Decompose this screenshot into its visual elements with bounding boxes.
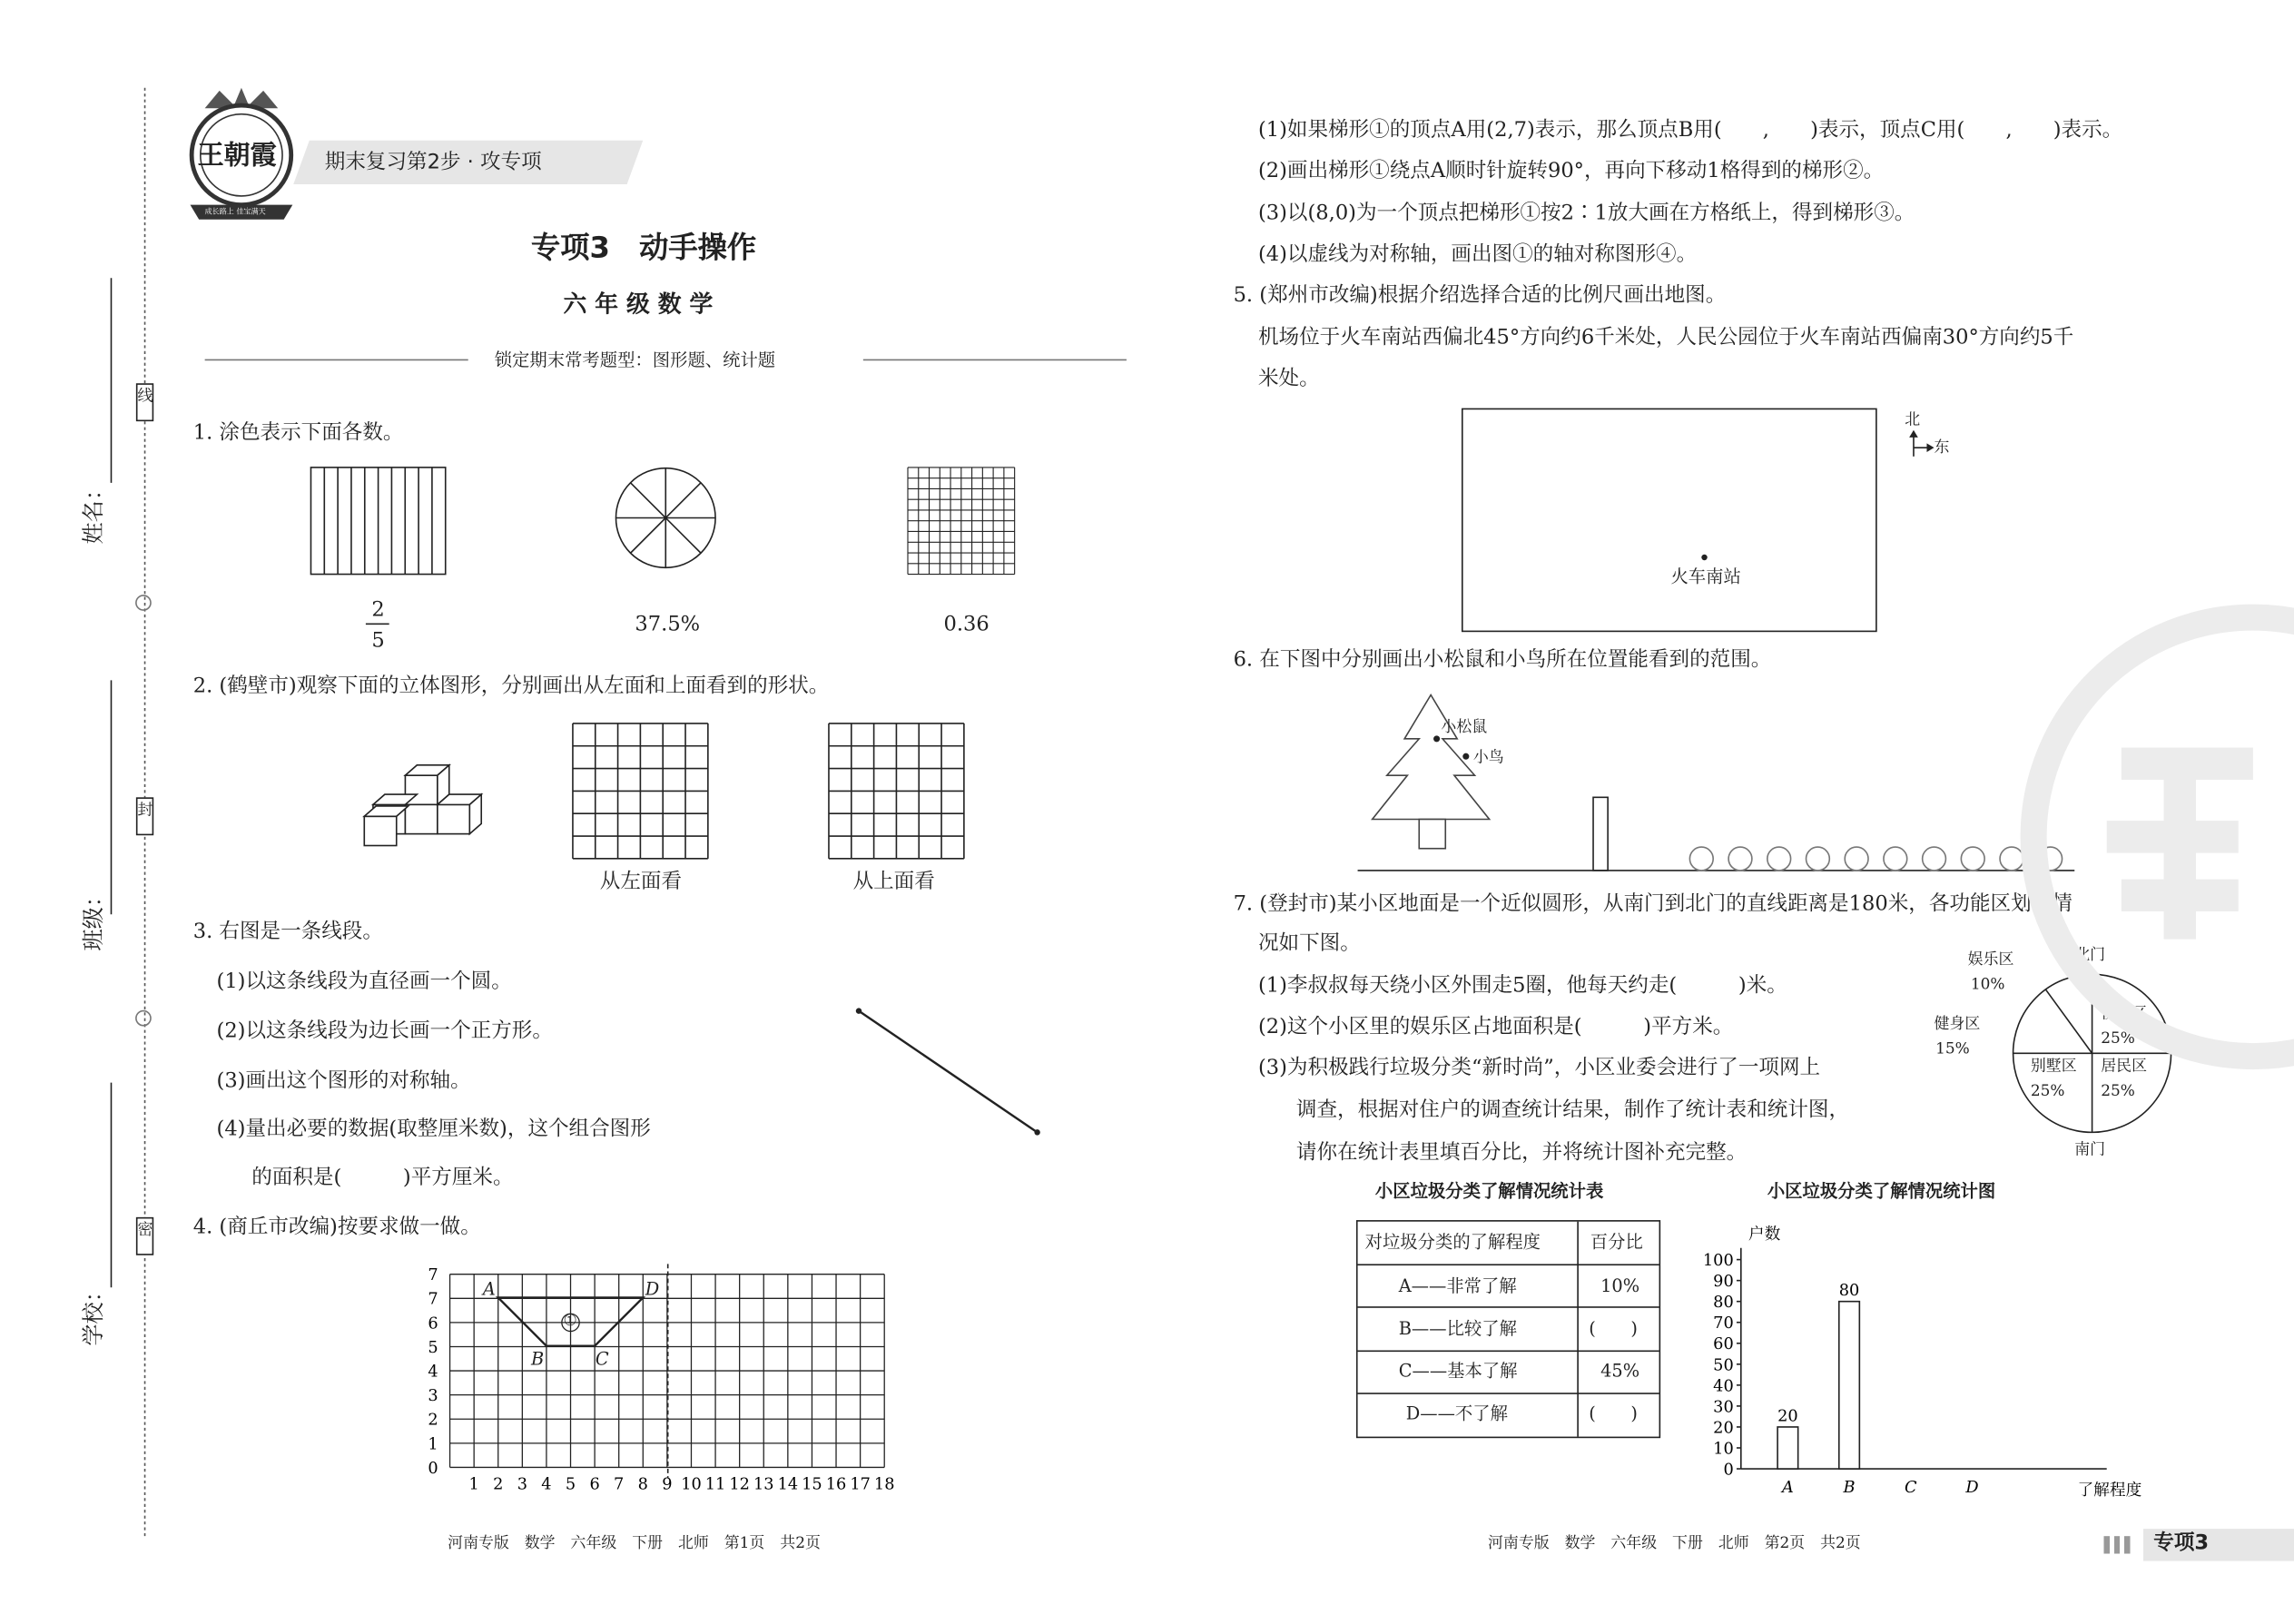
q7-item-3b: 调查，根据对住户的调查统计结果，制作了统计表和统计图，	[1295, 1098, 1850, 1123]
q1-circle	[613, 465, 718, 570]
grid-x-tick: 3	[517, 1475, 527, 1494]
y-axis-title: 户数	[1748, 1225, 1781, 1245]
q3-item-4b: 的面积是( )平方厘米。	[251, 1166, 514, 1190]
q6-squirrel: 小松鼠	[1441, 718, 1488, 736]
grid-x-tick: 8	[637, 1475, 648, 1494]
q4-label-A: A	[482, 1278, 496, 1300]
category-label: C	[1904, 1478, 1917, 1497]
q4-item-1: (1)如果梯形①的顶点A用(2,7)表示，那么顶点B用( , )表示，顶点C用( , )表示。	[1257, 118, 2123, 143]
grid-x-tick: 6	[589, 1475, 600, 1494]
q1-fraction-num: 2	[371, 598, 385, 622]
page-subtitle: 六 年 级 数 学	[563, 290, 714, 318]
pie-residence-pct: 25%	[2101, 1082, 2135, 1100]
q4-label-D: D	[645, 1278, 660, 1300]
pie-south-gate: 南门	[2074, 1141, 2106, 1159]
q2-grid-top	[828, 723, 965, 860]
pie-fitness-pct: 15%	[1935, 1039, 1970, 1058]
grid-x-tick: 1	[468, 1475, 479, 1494]
school-label: 学校：	[80, 1280, 107, 1346]
table-row-b-label: B——比较了解	[1398, 1318, 1517, 1339]
grid-y-tick: 2	[428, 1411, 438, 1430]
grass-tuft	[1961, 847, 1984, 871]
q2-left-label: 从左面看	[599, 870, 683, 894]
q7-item-1: (1)李叔叔每天绕小区外围走5圈，他每天约走( )米。	[1257, 974, 1787, 999]
footer-left: 河南专版 数学 六年级 下册 北师 第1页 共2页	[448, 1534, 821, 1552]
compass-east: 东	[1934, 438, 1950, 457]
name-label: 姓名：	[80, 477, 107, 545]
table-row-c-value: 45%	[1600, 1360, 1640, 1382]
grid-x-tick: 4	[541, 1475, 552, 1494]
y-tick-label: 100	[1702, 1252, 1734, 1271]
q6-scene	[1358, 687, 2075, 878]
station-dot	[1701, 555, 1707, 560]
bar-value-label: 20	[1777, 1407, 1798, 1426]
y-tick-label: 70	[1713, 1314, 1734, 1334]
grid-y-tick: 3	[428, 1387, 438, 1406]
fraction-bar	[366, 624, 389, 625]
pie-service-pct: 25%	[2101, 1029, 2135, 1048]
q1-percent: 37.5%	[635, 613, 701, 637]
cut-mark-line: 线	[136, 383, 153, 421]
category-label: D	[1965, 1478, 1979, 1497]
q6-stem: 6. 在下图中分别画出小松鼠和小鸟所在位置能看到的范围。	[1233, 647, 1772, 672]
grid-x-tick: 17	[850, 1475, 871, 1494]
bar-chart	[1682, 1217, 2142, 1510]
pie-villa: 别墅区	[2030, 1058, 2077, 1076]
logo-text: 王朝霞	[197, 140, 277, 172]
grid-x-tick: 11	[704, 1475, 726, 1494]
y-tick-label: 60	[1713, 1335, 1734, 1354]
footer-tab-marks	[2103, 1536, 2132, 1553]
grid-y-tick: 6	[428, 1314, 438, 1334]
q5-text-2: 米处。	[1257, 367, 1320, 391]
y-tick-label: 30	[1713, 1398, 1734, 1417]
grid-x-tick: 2	[493, 1475, 504, 1494]
q4-item-3: (3)以(8,0)为一个顶点把梯形①按2∶1放大画在方格纸上，得到梯形③。	[1257, 202, 1915, 226]
y-tick-label: 0	[1723, 1461, 1734, 1480]
grass-tuft	[1845, 847, 1868, 871]
y-tick-label: 10	[1713, 1440, 1734, 1459]
cut-mark-secret: 密	[136, 1217, 153, 1255]
q3-item-2: (2)以这条线段为边长画一个正方形。	[216, 1019, 553, 1044]
q2-top-label: 从上面看	[852, 870, 935, 894]
grid-x-tick: 13	[753, 1475, 774, 1494]
grass-tuft	[1923, 847, 1946, 871]
watermark-seal	[2019, 676, 2294, 999]
grid-x-tick: 15	[802, 1475, 822, 1494]
lock-types: 锁定期末常考题型：图形题、统计题	[494, 349, 776, 370]
table-row-d-label: D——不了解	[1405, 1403, 1508, 1424]
grid-x-tick: 16	[825, 1475, 847, 1494]
grass-tuft	[1807, 847, 1830, 871]
q4-item-2: (2)画出梯形①绕点A顺时针旋转90°，再向下移动1格得到的梯形②。	[1257, 159, 1885, 183]
compass-north: 北	[1905, 410, 1921, 429]
grid-x-tick: 12	[729, 1475, 750, 1494]
q7-item-3c: 请你在统计表里填百分比，并将统计图补充完整。	[1295, 1141, 1748, 1165]
q5-stem: 5. (郑州市改编)根据介绍选择合适的比例尺画出地图。	[1233, 283, 1727, 308]
grid-x-tick: 10	[681, 1475, 702, 1494]
grid-y-tick: 7	[428, 1266, 438, 1285]
q3-item-3: (3)画出这个图形的对称轴。	[216, 1069, 471, 1093]
q2-grid-left	[572, 723, 709, 860]
q4-stem: 4. (商丘市改编)按要求做一做。	[192, 1216, 481, 1240]
footer-tab-label: 专项3	[2153, 1531, 2210, 1556]
q5-station: 火车南站	[1670, 566, 1741, 587]
pie-north-gate: 北门	[2074, 946, 2106, 965]
q7-stem-1: 7. (登封市)某小区地面是一个近似圆形，从南门到北门的直线距离是180米，各功能区划分情	[1233, 892, 2072, 916]
q3-item-4: (4)量出必要的数据(取整厘米数)，这个组合图形	[216, 1117, 651, 1142]
q1-decimal: 0.36	[943, 613, 989, 637]
table-row-a-label: A——非常了解	[1398, 1275, 1517, 1296]
grid-y-tick: 4	[428, 1363, 438, 1382]
grid-y-tick: 7	[428, 1290, 438, 1309]
pie-entertain: 娱乐区	[1967, 950, 2014, 969]
grid-y-tick: 0	[428, 1459, 438, 1478]
page-title: 专项3 动手操作	[531, 230, 757, 265]
q1-grid100	[907, 467, 1015, 575]
y-tick-label: 90	[1713, 1273, 1734, 1292]
grid-x-tick: 14	[777, 1475, 799, 1494]
grass-tuft	[1884, 847, 1907, 871]
y-tick-label: 50	[1713, 1356, 1734, 1375]
q1-stem: 1. 涂色表示下面各数。	[192, 421, 404, 445]
pie-service: 便民区	[2101, 1005, 2148, 1023]
binding-hole	[136, 595, 151, 610]
q7-stem-2: 况如下图。	[1257, 931, 1361, 956]
q3-item-1: (1)以这条线段为直径画一个圆。	[216, 969, 512, 994]
q4-label-C: C	[595, 1348, 609, 1370]
q4-label-shape: ①	[563, 1312, 577, 1330]
bar-B	[1839, 1302, 1860, 1469]
q4-item-4: (4)以虚线为对称轴，画出图①的轴对称图形④。	[1257, 242, 1698, 267]
q7-item-3: (3)为积极践行垃圾分类“新时尚”，小区业委会进行了一项网上	[1257, 1056, 1821, 1080]
table-title: 小区垃圾分类了解情况统计表	[1374, 1180, 1604, 1202]
grid-y-tick: 5	[428, 1338, 438, 1357]
table-header-degree: 对垃圾分类的了解程度	[1364, 1231, 1541, 1253]
table-row-d-value[interactable]: ( )	[1589, 1403, 1638, 1424]
pie-villa-pct: 25%	[2030, 1082, 2065, 1100]
grid-x-tick: 7	[614, 1475, 625, 1494]
banner-text: 期末复习第2步 · 攻专项	[324, 150, 542, 174]
grid-y-tick: 1	[428, 1435, 438, 1454]
q5-map-box[interactable]	[1462, 408, 1877, 633]
chart-title: 小区垃圾分类了解情况统计图	[1767, 1180, 1996, 1202]
q5-text-1: 机场位于火车南站西偏北45°方向约6千米处，人民公园位于火车南站西偏南30°方向约5千	[1257, 326, 2074, 350]
pie-residence: 居民区	[2101, 1058, 2148, 1076]
grid-x-tick: 5	[565, 1475, 576, 1494]
pie-fitness: 健身区	[1934, 1015, 1981, 1033]
bar-A	[1777, 1427, 1798, 1469]
footer-right: 河南专版 数学 六年级 下册 北师 第2页 共2页	[1487, 1534, 1861, 1552]
category-label: A	[1781, 1478, 1794, 1497]
q2-cubes	[364, 761, 496, 849]
grid-x-tick: 9	[662, 1475, 673, 1494]
class-label: 班级：	[80, 884, 107, 951]
q6-bird: 小鸟	[1472, 749, 1504, 767]
table-header-pct: 百分比	[1590, 1231, 1643, 1253]
x-axis-title: 了解程度	[2077, 1481, 2142, 1501]
q7-item-2: (2)这个小区里的娱乐区占地面积是( )平方米。	[1257, 1015, 1734, 1039]
table-row-b-value[interactable]: ( )	[1589, 1318, 1638, 1339]
q1-fraction-den: 5	[371, 628, 385, 653]
table-row-c-label: C——基本了解	[1398, 1360, 1518, 1382]
logo-stamp: 成长路上 佳宝满天	[204, 207, 266, 217]
q3-stem: 3. 右图是一条线段。	[192, 920, 383, 944]
y-tick-label: 40	[1713, 1377, 1734, 1396]
grid-x-tick: 18	[873, 1475, 895, 1494]
q2-stem: 2. (鹤壁市)观察下面的立体图形，分别画出从左面和上面看到的形状。	[192, 674, 830, 698]
cut-mark-seal: 封	[136, 797, 153, 835]
binding-hole	[136, 1011, 151, 1026]
y-tick-label: 20	[1713, 1419, 1734, 1438]
table-row-a-value: 10%	[1600, 1275, 1640, 1296]
y-tick-label: 80	[1713, 1294, 1734, 1313]
pie-entertain-pct: 10%	[1970, 975, 2005, 994]
grass-tuft	[1689, 847, 1713, 871]
q1-strips	[310, 467, 448, 576]
q4-label-B: B	[531, 1348, 545, 1370]
bar-value-label: 80	[1838, 1282, 1860, 1301]
grass-tuft	[1728, 847, 1752, 871]
grass-tuft	[1767, 847, 1791, 871]
q3-segment	[854, 1007, 1045, 1138]
category-label: B	[1843, 1478, 1856, 1497]
